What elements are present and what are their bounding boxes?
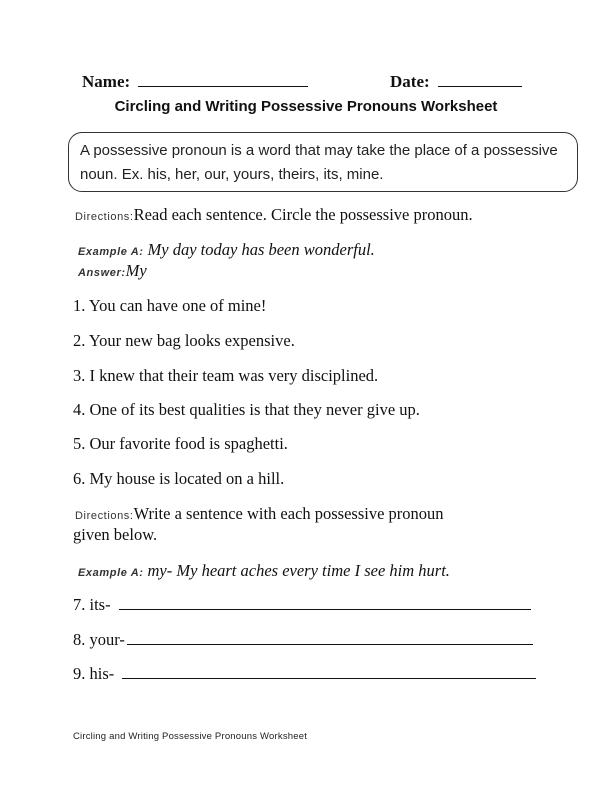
write-item-9[interactable] xyxy=(73,664,536,684)
write-item-label: 8. your- xyxy=(73,630,125,649)
write-item-7[interactable] xyxy=(73,595,531,615)
write-item-label: 9. his- xyxy=(73,664,115,683)
section1-directions xyxy=(75,205,473,225)
section1-answer xyxy=(78,261,147,281)
footer-text: Circling and Writing Possessive Pronouns Worksheet xyxy=(73,731,308,742)
answer-line[interactable] xyxy=(122,664,536,679)
answer-line[interactable] xyxy=(119,595,531,610)
definition-box xyxy=(68,132,578,192)
directions-text: Read each sentence. Circle the possessive pronoun. xyxy=(133,205,473,224)
directions-text-line2: given below. xyxy=(73,525,158,544)
date-blank-line[interactable] xyxy=(438,72,522,87)
example-text: My day today has been wonderful. xyxy=(147,240,375,259)
section2-example xyxy=(78,561,450,581)
date-label: Date: xyxy=(390,72,430,91)
sentence-item-4[interactable]: 4. One of its best qualities is that they never give up. xyxy=(73,400,420,419)
date-field[interactable] xyxy=(390,72,522,92)
sentence-item-6[interactable]: 6. My house is located on a hill. xyxy=(73,469,285,488)
directions-text-line1: Write a sentence with each possessive pronoun xyxy=(133,504,444,523)
example-label: Example A: xyxy=(78,567,144,579)
worksheet-title: Circling and Writing Possessive Pronouns Worksheet xyxy=(114,98,498,115)
section2-directions xyxy=(75,504,444,524)
definition-text: A possessive pronoun is a word that may take the place of a possessive noun. Ex. his, her, our, yours, theirs, its, mine. xyxy=(80,142,558,183)
example-label: Example A: xyxy=(78,246,144,258)
write-item-8[interactable] xyxy=(73,630,533,650)
directions-label: Directions: xyxy=(75,510,134,522)
write-item-label: 7. its- xyxy=(73,595,111,614)
answer-label: Answer: xyxy=(78,267,126,279)
name-blank-line[interactable] xyxy=(138,72,308,87)
sentence-item-5[interactable]: 5. Our favorite food is spaghetti. xyxy=(73,434,288,453)
name-field[interactable] xyxy=(82,72,308,92)
sentence-item-3[interactable]: 3. I knew that their team was very disciplined. xyxy=(73,366,379,385)
section1-example xyxy=(78,240,375,260)
name-label: Name: xyxy=(82,72,131,91)
answer-line[interactable] xyxy=(127,630,533,645)
answer-text: My xyxy=(125,261,147,280)
sentence-item-2[interactable]: 2. Your new bag looks expensive. xyxy=(73,331,295,350)
directions-label: Directions: xyxy=(75,211,134,223)
sentence-item-1[interactable]: 1. You can have one of mine! xyxy=(73,296,267,315)
example-text: my- My heart aches every time I see him hurt. xyxy=(147,561,450,580)
